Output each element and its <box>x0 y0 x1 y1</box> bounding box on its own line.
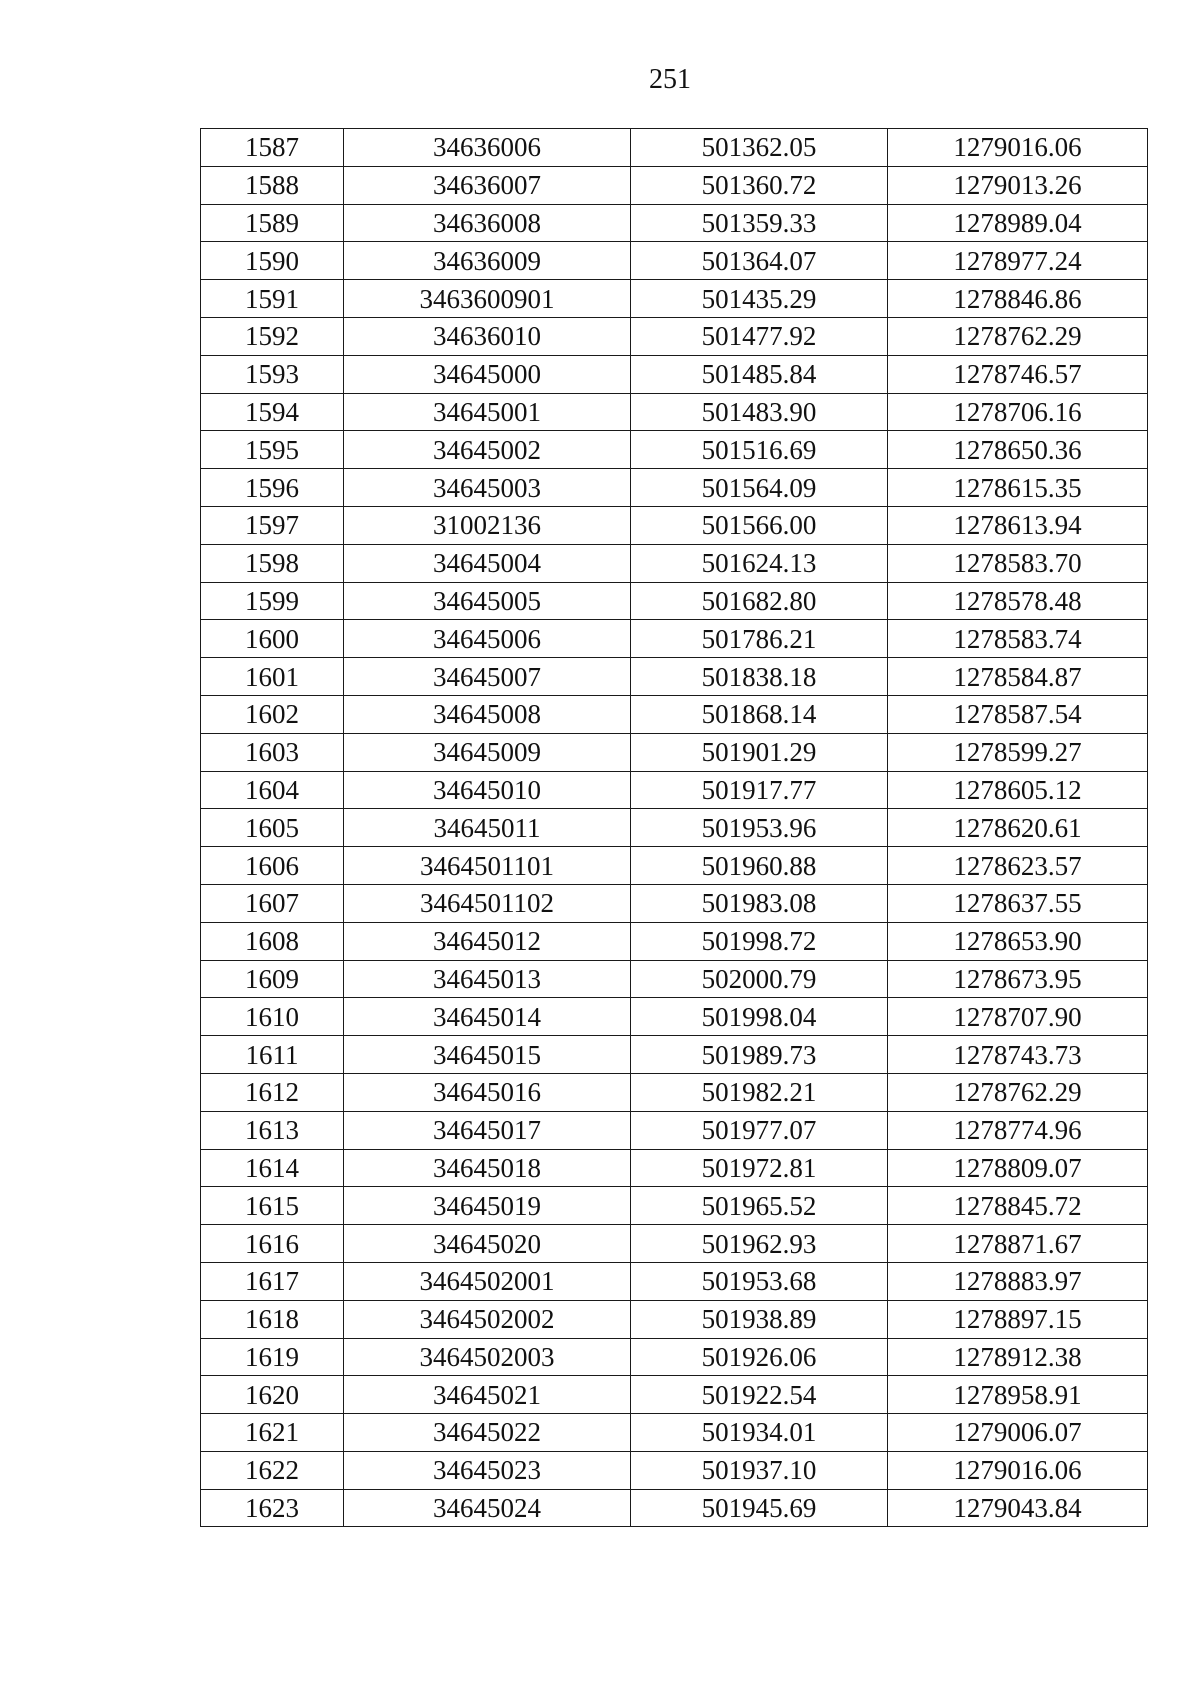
x-coordinate-cell: 501362.05 <box>631 129 888 167</box>
y-coordinate-cell: 1278846.86 <box>888 280 1148 318</box>
x-coordinate-cell: 501485.84 <box>631 355 888 393</box>
point-id-cell: 34636006 <box>344 129 631 167</box>
table-row <box>201 884 1148 922</box>
point-id-cell: 34645021 <box>344 1376 631 1414</box>
point-id-cell: 34645016 <box>344 1073 631 1111</box>
table-row <box>201 960 1148 998</box>
row-number-cell: 1621 <box>201 1414 344 1452</box>
point-id-cell: 3464502003 <box>344 1338 631 1376</box>
row-number-cell: 1590 <box>201 242 344 280</box>
point-id-cell: 34645003 <box>344 469 631 507</box>
table-row <box>201 809 1148 847</box>
point-id-cell: 34645024 <box>344 1489 631 1527</box>
row-number-cell: 1623 <box>201 1489 344 1527</box>
x-coordinate-cell: 501938.89 <box>631 1300 888 1338</box>
x-coordinate-cell: 501360.72 <box>631 166 888 204</box>
y-coordinate-cell: 1278958.91 <box>888 1376 1148 1414</box>
row-number-cell: 1592 <box>201 317 344 355</box>
y-coordinate-cell: 1278620.61 <box>888 809 1148 847</box>
y-coordinate-cell: 1278605.12 <box>888 771 1148 809</box>
table-row <box>201 166 1148 204</box>
row-number-cell: 1622 <box>201 1451 344 1489</box>
table-row <box>201 620 1148 658</box>
point-id-cell: 34645015 <box>344 1036 631 1074</box>
row-number-cell: 1600 <box>201 620 344 658</box>
row-number-cell: 1616 <box>201 1225 344 1263</box>
coordinates-table <box>200 128 1148 1527</box>
x-coordinate-cell: 501962.93 <box>631 1225 888 1263</box>
table-row <box>201 204 1148 242</box>
table-row <box>201 506 1148 544</box>
y-coordinate-cell: 1278989.04 <box>888 204 1148 242</box>
y-coordinate-cell: 1278615.35 <box>888 469 1148 507</box>
point-id-cell: 34636007 <box>344 166 631 204</box>
y-coordinate-cell: 1278743.73 <box>888 1036 1148 1074</box>
x-coordinate-cell: 501983.08 <box>631 884 888 922</box>
point-id-cell: 3464502002 <box>344 1300 631 1338</box>
row-number-cell: 1588 <box>201 166 344 204</box>
table-row <box>201 1451 1148 1489</box>
table-row <box>201 771 1148 809</box>
row-number-cell: 1601 <box>201 658 344 696</box>
table-row <box>201 1376 1148 1414</box>
point-id-cell: 34645014 <box>344 998 631 1036</box>
x-coordinate-cell: 501960.88 <box>631 847 888 885</box>
table-row <box>201 1111 1148 1149</box>
row-number-cell: 1597 <box>201 506 344 544</box>
point-id-cell: 3463600901 <box>344 280 631 318</box>
page-number: 251 <box>649 64 691 95</box>
row-number-cell: 1610 <box>201 998 344 1036</box>
x-coordinate-cell: 501564.09 <box>631 469 888 507</box>
x-coordinate-cell: 501624.13 <box>631 544 888 582</box>
y-coordinate-cell: 1279016.06 <box>888 129 1148 167</box>
row-number-cell: 1605 <box>201 809 344 847</box>
x-coordinate-cell: 501998.04 <box>631 998 888 1036</box>
point-id-cell: 34645022 <box>344 1414 631 1452</box>
row-number-cell: 1595 <box>201 431 344 469</box>
x-coordinate-cell: 502000.79 <box>631 960 888 998</box>
table-row <box>201 998 1148 1036</box>
y-coordinate-cell: 1278845.72 <box>888 1187 1148 1225</box>
table-row <box>201 355 1148 393</box>
point-id-cell: 34645023 <box>344 1451 631 1489</box>
x-coordinate-cell: 501953.68 <box>631 1262 888 1300</box>
table-row <box>201 695 1148 733</box>
y-coordinate-cell: 1279043.84 <box>888 1489 1148 1527</box>
table-row <box>201 431 1148 469</box>
y-coordinate-cell: 1278637.55 <box>888 884 1148 922</box>
point-id-cell: 34645001 <box>344 393 631 431</box>
y-coordinate-cell: 1278707.90 <box>888 998 1148 1036</box>
point-id-cell: 34645007 <box>344 658 631 696</box>
row-number-cell: 1596 <box>201 469 344 507</box>
x-coordinate-cell: 501937.10 <box>631 1451 888 1489</box>
point-id-cell: 3464501101 <box>344 847 631 885</box>
table-row <box>201 733 1148 771</box>
x-coordinate-cell: 501868.14 <box>631 695 888 733</box>
y-coordinate-cell: 1278883.97 <box>888 1262 1148 1300</box>
point-id-cell: 31002136 <box>344 506 631 544</box>
x-coordinate-cell: 501922.54 <box>631 1376 888 1414</box>
table-row <box>201 847 1148 885</box>
row-number-cell: 1602 <box>201 695 344 733</box>
point-id-cell: 34645000 <box>344 355 631 393</box>
y-coordinate-cell: 1278599.27 <box>888 733 1148 771</box>
y-coordinate-cell: 1279016.06 <box>888 1451 1148 1489</box>
table-row <box>201 1489 1148 1527</box>
table-row <box>201 129 1148 167</box>
x-coordinate-cell: 501359.33 <box>631 204 888 242</box>
table-row <box>201 922 1148 960</box>
row-number-cell: 1606 <box>201 847 344 885</box>
table-row <box>201 1338 1148 1376</box>
row-number-cell: 1617 <box>201 1262 344 1300</box>
table-row <box>201 1149 1148 1187</box>
point-id-cell: 34645017 <box>344 1111 631 1149</box>
table-row <box>201 242 1148 280</box>
y-coordinate-cell: 1278623.57 <box>888 847 1148 885</box>
table-row <box>201 1300 1148 1338</box>
x-coordinate-cell: 501838.18 <box>631 658 888 696</box>
x-coordinate-cell: 501516.69 <box>631 431 888 469</box>
point-id-cell: 34645013 <box>344 960 631 998</box>
table-row <box>201 280 1148 318</box>
table-row <box>201 1262 1148 1300</box>
point-id-cell: 34645008 <box>344 695 631 733</box>
x-coordinate-cell: 501998.72 <box>631 922 888 960</box>
row-number-cell: 1619 <box>201 1338 344 1376</box>
x-coordinate-cell: 501917.77 <box>631 771 888 809</box>
row-number-cell: 1620 <box>201 1376 344 1414</box>
x-coordinate-cell: 501364.07 <box>631 242 888 280</box>
point-id-cell: 34645002 <box>344 431 631 469</box>
row-number-cell: 1608 <box>201 922 344 960</box>
y-coordinate-cell: 1278650.36 <box>888 431 1148 469</box>
point-id-cell: 34636008 <box>344 204 631 242</box>
y-coordinate-cell: 1278583.70 <box>888 544 1148 582</box>
row-number-cell: 1599 <box>201 582 344 620</box>
row-number-cell: 1609 <box>201 960 344 998</box>
point-id-cell: 34645012 <box>344 922 631 960</box>
table-row <box>201 544 1148 582</box>
table-row <box>201 1414 1148 1452</box>
x-coordinate-cell: 501972.81 <box>631 1149 888 1187</box>
table-row <box>201 469 1148 507</box>
x-coordinate-cell: 501965.52 <box>631 1187 888 1225</box>
y-coordinate-cell: 1278871.67 <box>888 1225 1148 1263</box>
y-coordinate-cell: 1278583.74 <box>888 620 1148 658</box>
point-id-cell: 34645020 <box>344 1225 631 1263</box>
x-coordinate-cell: 501945.69 <box>631 1489 888 1527</box>
row-number-cell: 1613 <box>201 1111 344 1149</box>
y-coordinate-cell: 1278653.90 <box>888 922 1148 960</box>
y-coordinate-cell: 1278897.15 <box>888 1300 1148 1338</box>
x-coordinate-cell: 501926.06 <box>631 1338 888 1376</box>
row-number-cell: 1598 <box>201 544 344 582</box>
y-coordinate-cell: 1278774.96 <box>888 1111 1148 1149</box>
point-id-cell: 34645019 <box>344 1187 631 1225</box>
y-coordinate-cell: 1278673.95 <box>888 960 1148 998</box>
coordinates-table-body <box>201 129 1148 1527</box>
x-coordinate-cell: 501435.29 <box>631 280 888 318</box>
row-number-cell: 1614 <box>201 1149 344 1187</box>
x-coordinate-cell: 501977.07 <box>631 1111 888 1149</box>
table-row <box>201 582 1148 620</box>
y-coordinate-cell: 1279006.07 <box>888 1414 1148 1452</box>
y-coordinate-cell: 1278762.29 <box>888 1073 1148 1111</box>
row-number-cell: 1594 <box>201 393 344 431</box>
point-id-cell: 34645005 <box>344 582 631 620</box>
row-number-cell: 1591 <box>201 280 344 318</box>
x-coordinate-cell: 501989.73 <box>631 1036 888 1074</box>
x-coordinate-cell: 501953.96 <box>631 809 888 847</box>
point-id-cell: 34645009 <box>344 733 631 771</box>
row-number-cell: 1611 <box>201 1036 344 1074</box>
point-id-cell: 34645004 <box>344 544 631 582</box>
y-coordinate-cell: 1278912.38 <box>888 1338 1148 1376</box>
y-coordinate-cell: 1278809.07 <box>888 1149 1148 1187</box>
y-coordinate-cell: 1278762.29 <box>888 317 1148 355</box>
table-row <box>201 1225 1148 1263</box>
x-coordinate-cell: 501934.01 <box>631 1414 888 1452</box>
x-coordinate-cell: 501786.21 <box>631 620 888 658</box>
point-id-cell: 34636009 <box>344 242 631 280</box>
table-row <box>201 1187 1148 1225</box>
x-coordinate-cell: 501483.90 <box>631 393 888 431</box>
point-id-cell: 34645011 <box>344 809 631 847</box>
table-row <box>201 317 1148 355</box>
y-coordinate-cell: 1278613.94 <box>888 506 1148 544</box>
y-coordinate-cell: 1278977.24 <box>888 242 1148 280</box>
table-row <box>201 658 1148 696</box>
point-id-cell: 34636010 <box>344 317 631 355</box>
row-number-cell: 1604 <box>201 771 344 809</box>
row-number-cell: 1615 <box>201 1187 344 1225</box>
point-id-cell: 3464501102 <box>344 884 631 922</box>
x-coordinate-cell: 501477.92 <box>631 317 888 355</box>
point-id-cell: 34645006 <box>344 620 631 658</box>
x-coordinate-cell: 501982.21 <box>631 1073 888 1111</box>
point-id-cell: 3464502001 <box>344 1262 631 1300</box>
table-row <box>201 1036 1148 1074</box>
row-number-cell: 1607 <box>201 884 344 922</box>
y-coordinate-cell: 1279013.26 <box>888 166 1148 204</box>
point-id-cell: 34645018 <box>344 1149 631 1187</box>
y-coordinate-cell: 1278746.57 <box>888 355 1148 393</box>
row-number-cell: 1618 <box>201 1300 344 1338</box>
y-coordinate-cell: 1278578.48 <box>888 582 1148 620</box>
row-number-cell: 1587 <box>201 129 344 167</box>
x-coordinate-cell: 501682.80 <box>631 582 888 620</box>
x-coordinate-cell: 501901.29 <box>631 733 888 771</box>
point-id-cell: 34645010 <box>344 771 631 809</box>
y-coordinate-cell: 1278587.54 <box>888 695 1148 733</box>
table-row <box>201 1073 1148 1111</box>
x-coordinate-cell: 501566.00 <box>631 506 888 544</box>
table-row <box>201 393 1148 431</box>
row-number-cell: 1612 <box>201 1073 344 1111</box>
row-number-cell: 1593 <box>201 355 344 393</box>
y-coordinate-cell: 1278584.87 <box>888 658 1148 696</box>
y-coordinate-cell: 1278706.16 <box>888 393 1148 431</box>
row-number-cell: 1589 <box>201 204 344 242</box>
row-number-cell: 1603 <box>201 733 344 771</box>
